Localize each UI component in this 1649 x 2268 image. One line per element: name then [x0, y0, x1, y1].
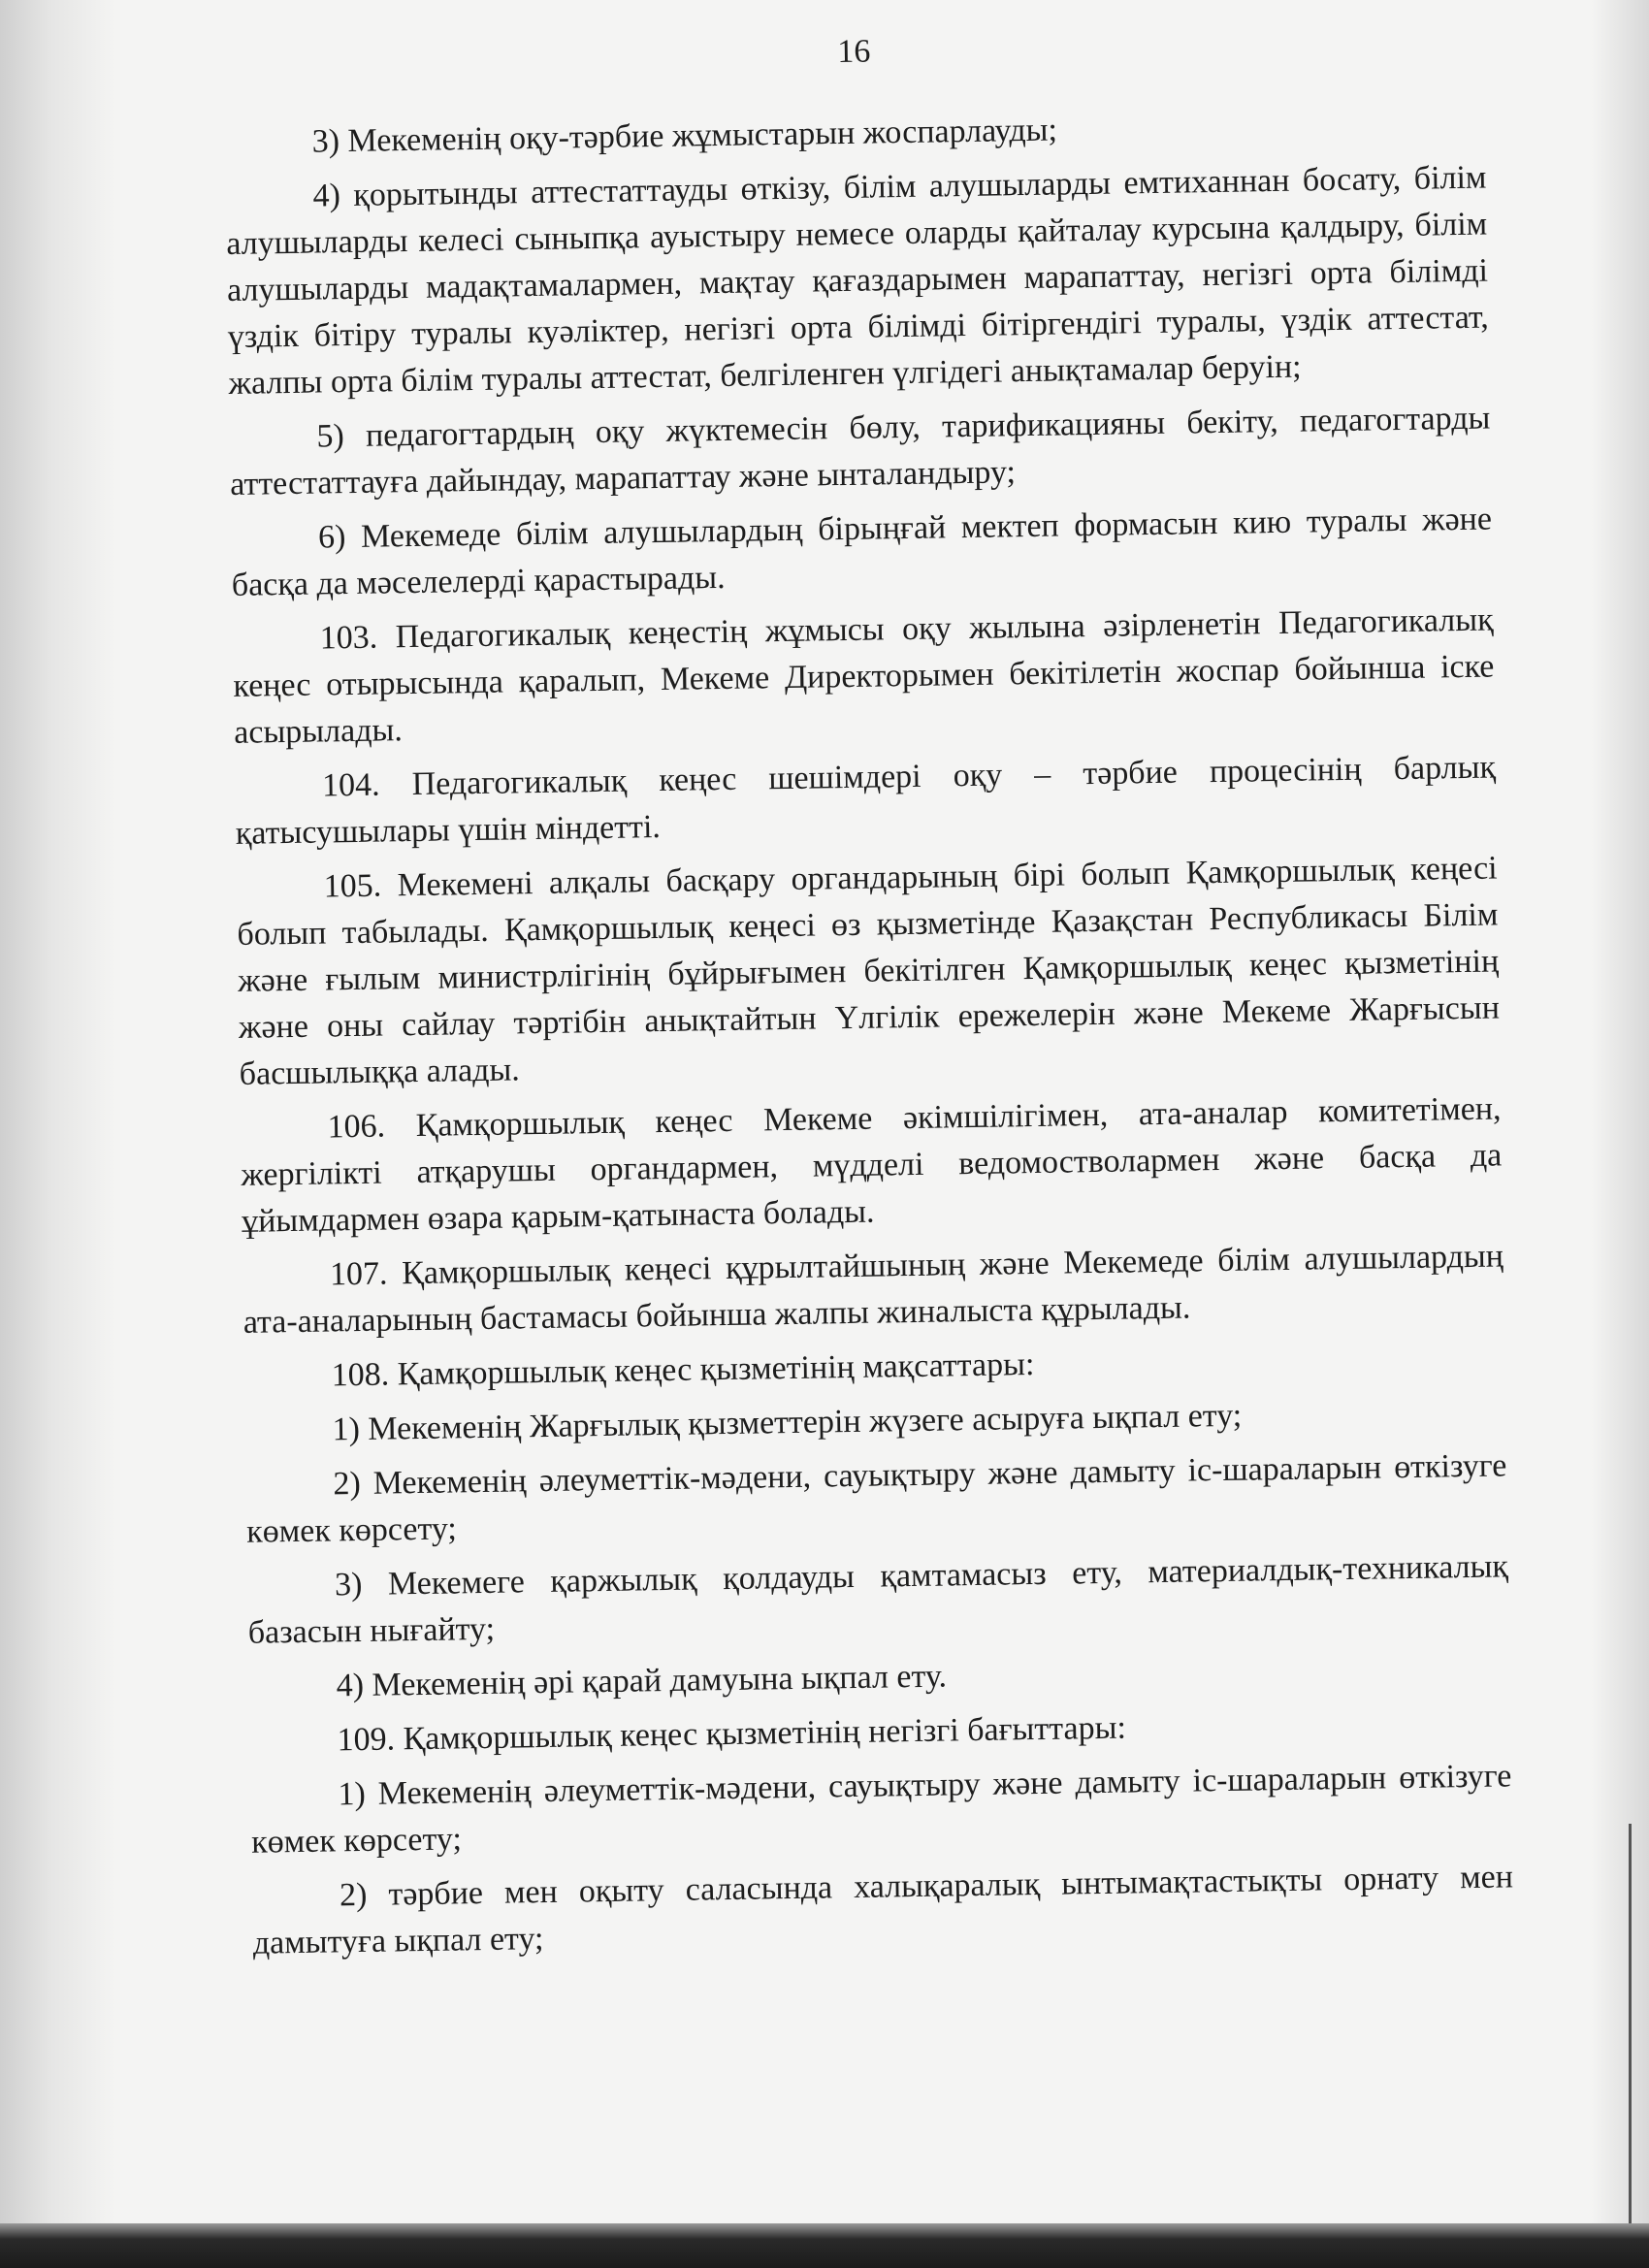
paragraph: 2) тәрбие мен оқыту саласында халықаралық ынтымақтастықты орнату мен дамытуға ықпал ету;	[252, 1859, 1514, 1961]
paragraph: 104. Педагогикалық кеңес шешімдері оқу – тәрбие процесінің барлық қатысушылары үшін міндетті.	[235, 749, 1497, 852]
paragraph: 109. Қамқоршылық кеңес қызметінің негізгі бағыттары:	[337, 1709, 1127, 1759]
binding-shadow	[0, 0, 116, 2268]
paragraph: 108. Қамқоршылық кеңес қызметінің мақсаттары:	[331, 1346, 1035, 1394]
paragraph: 6) Мекемеде білім алушылардың бірыңғай мектеп формасын кию туралы және басқа да мәселелерді қарастырады.	[231, 501, 1493, 603]
paragraph: 3) Мекемеге қаржылық қолдауды қамтамасыз ету, материалдық-техникалық базасын нығайту;	[247, 1548, 1509, 1651]
paragraph: 2) Мекеменің әлеуметтік-мәдени, сауықтыру және дамыту іс-шараларын өткізуге көмек көрсету;	[245, 1447, 1507, 1550]
paragraph: 105. Мекемені алқалы басқару органдарының бірі болып Қамқоршылық кеңесі болып табылады. Қамқоршылық кеңесі өз қызметінде Қазақстан Республикасы Білім және ғылым министрлігінің бұйрығымен бекітілген Қамқоршылық кеңес қызметінің және оны сайлау тәртібін анықтайтын Үлгілік ережелерін және Мекеме Жарғысын басшылыққа алады.	[237, 850, 1501, 1092]
paragraph: 3) Мекеменің оқу-тәрбие жұмыстарын жоспарлауды;	[311, 112, 1058, 160]
paragraph: 5) педагогтардың оқу жүктемесін бөлу, тарификацияны бекіту, педагогтарды аттестаттауға дайындау, марапаттау және ынталандыру;	[229, 400, 1491, 502]
paragraph: 103. Педагогикалық кеңестің жұмысы оқу жылына әзірленетін Педагогикалық кеңес отырысында қаралып, Мекеме Директорымен бекітілетін жоспар бойынша іске асырылады.	[233, 601, 1495, 751]
paragraph: 4) Мекеменің әрі қарай дамуына ықпал ету.	[336, 1658, 948, 1704]
paragraph: 1) Мекеменің әлеуметтік-мәдени, сауықтыру және дамыту іс-шараларын өткізуге көмек көрсету;	[250, 1758, 1512, 1861]
document-body	[223, 19, 1514, 1975]
scanner-bottom-edge	[0, 2223, 1649, 2268]
paragraph: 107. Қамқоршылық кеңесі құрылтайшының және Мекемеде білім алушылардың ата-аналарының бастамасы бойынша жалпы жиналыста құрылады.	[242, 1238, 1504, 1341]
paragraph: 4) қорытынды аттестаттауды өткізу, білім алушыларды емтиханнан босату, білім алушыларды келесі сыныпқа ауыстыру немесе оларды қайталау курсына қалдыру, білім алушыларды мадақтамалармен, мақтау қағаздарымен марапаттау, негізгі орта білімді үздік бітіру туралы куәліктер, негізгі орта білімді бітіргендігі туралы, үздік аттестат, жалпы орта білім туралы аттестат, белгіленген үлгідегі анықтамалар беруін;	[226, 159, 1489, 402]
page-stack-edge	[1590, 1824, 1632, 2234]
page-number: 16	[837, 33, 871, 71]
paragraph: 1) Мекеменің Жарғылық қызметтерін жүзеге асыруға ықпал ету;	[332, 1397, 1243, 1448]
paragraph: 106. Қамқоршылық кеңес Мекеме әкімшілігімен, ата-аналар комитетімен, жергілікті атқарушы органдармен, мүдделі ведомостволармен және басқа да ұйымдармен өзара қарым-қатынаста болады.	[241, 1090, 1503, 1240]
